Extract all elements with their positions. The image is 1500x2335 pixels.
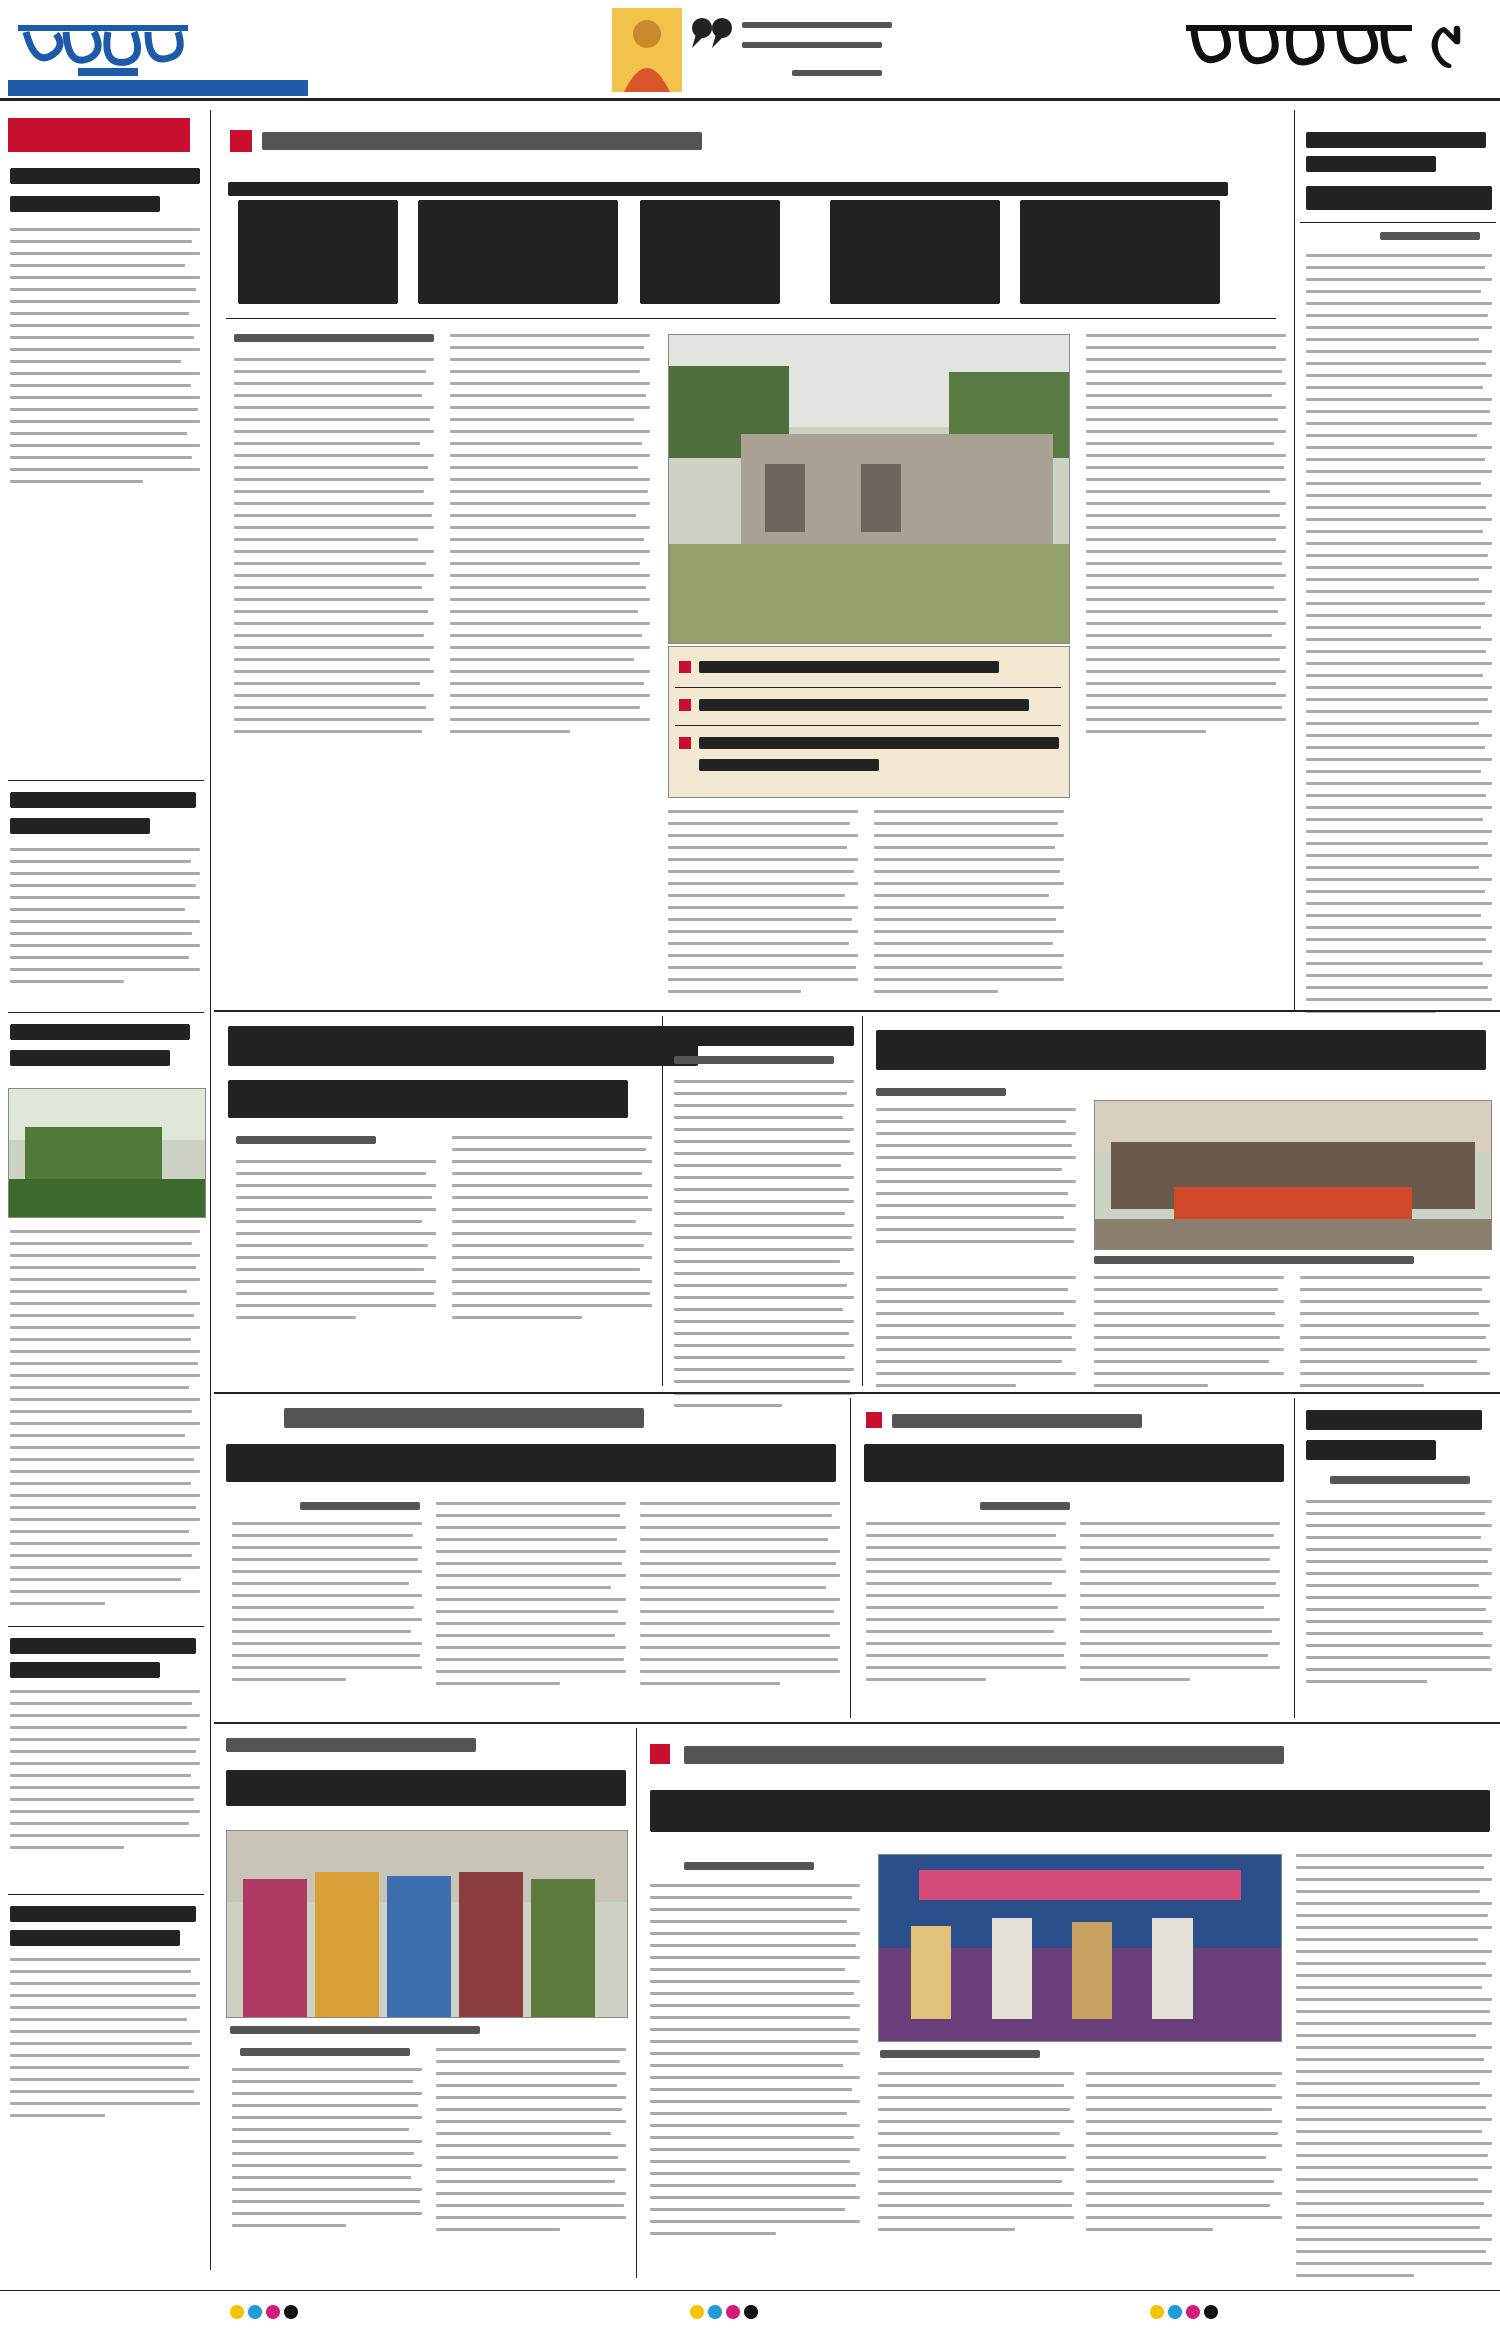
brief-headline: [10, 792, 196, 808]
brief-body: [10, 228, 200, 492]
meeting-photo: [1094, 1100, 1492, 1250]
buddha-portrait: [612, 8, 682, 92]
article-column: [436, 2048, 626, 2240]
page-number: ୯: [1430, 8, 1462, 83]
article-column: [232, 1522, 422, 1690]
brief-body: [10, 1690, 200, 1858]
district-name: [1180, 16, 1420, 80]
article-column: [874, 810, 1064, 1002]
dateline-bar: [8, 80, 308, 96]
janmashtami-kicker-marker: [650, 1744, 670, 1764]
article-column: [674, 1080, 854, 1416]
byline: [236, 1136, 376, 1144]
mid-day-meal-kicker: [892, 1414, 1142, 1428]
byline: [980, 1502, 1070, 1510]
janmashtami-headline: [650, 1790, 1490, 1832]
drug-free-headline: [876, 1030, 1486, 1070]
quote-icon: [690, 14, 734, 50]
article-column: [450, 334, 650, 742]
mid-day-meal-kicker-marker: [866, 1412, 882, 1428]
registration-marks: [150, 2304, 1350, 2324]
article-column: [1306, 254, 1492, 1022]
forest-photo: [8, 1088, 206, 1218]
attack-headline: [674, 1026, 854, 1046]
lead-kicker: [262, 132, 702, 150]
article-column: [1296, 1854, 1492, 2286]
atm-headline: [228, 1026, 698, 1066]
child-labour-headline: [226, 1444, 836, 1482]
photo-caption-box: [668, 646, 1070, 798]
child-labour-kicker: [284, 1408, 644, 1428]
article-column: [640, 1502, 840, 1694]
article-column: [1086, 2072, 1282, 2240]
headmaster-headline: [864, 1444, 1284, 1482]
article-column: [234, 358, 434, 742]
left-column-divider: [210, 110, 211, 2270]
brief-body: [10, 848, 200, 992]
article-column: [866, 1522, 1066, 1690]
footer-rule: [0, 2290, 1500, 2291]
article-column: [650, 1884, 860, 2244]
byline: [240, 2048, 410, 2056]
article-column: [232, 2068, 422, 2236]
brief-headline: [10, 168, 200, 184]
byline: [1330, 1476, 1470, 1484]
closed-mill-photo: [668, 334, 1070, 644]
byline: [674, 1056, 834, 1064]
lead-headline: [228, 182, 1228, 196]
briefs-header: [8, 118, 190, 152]
byline: [300, 1502, 420, 1510]
brief-body: [10, 1230, 200, 1614]
article-column: [436, 1502, 626, 1694]
article-column: [878, 2072, 1074, 2240]
article-column: [876, 1108, 1076, 1252]
article-column: [1094, 1276, 1284, 1396]
article-column: [452, 1136, 652, 1328]
byline: [684, 1862, 814, 1870]
article-column: [1086, 334, 1286, 742]
women-petition-photo: [226, 1830, 628, 2018]
festival-stage-photo: [878, 1854, 1282, 2042]
newspaper-logo: [8, 10, 198, 80]
masthead-divider: [0, 98, 1500, 101]
article-column: [1306, 1500, 1492, 1692]
article-column: [1080, 1522, 1280, 1690]
article-column: [1300, 1276, 1490, 1396]
quote-text: [742, 22, 892, 28]
right-headline: [1306, 186, 1492, 210]
petition-headline: [226, 1770, 626, 1806]
brief-headline: [10, 1906, 196, 1922]
article-column: [876, 1276, 1076, 1396]
lok-adalat-headline: [1306, 1410, 1482, 1430]
article-column: [236, 1160, 436, 1328]
lead-kicker-marker: [230, 130, 252, 152]
masthead: [0, 0, 1500, 100]
right-column-divider: [1294, 110, 1295, 1010]
quote-box: [612, 8, 900, 92]
right-kicker: [1306, 132, 1486, 148]
brief-headline: [10, 1638, 196, 1654]
photo-caption: [1094, 1256, 1414, 1264]
petition-kicker: [226, 1738, 476, 1752]
photo-caption: [230, 2026, 480, 2034]
photo-caption: [880, 2050, 1040, 2058]
janmashtami-kicker: [684, 1746, 1284, 1764]
article-column: [668, 810, 858, 1002]
byline: [234, 334, 434, 342]
brief-body: [10, 1958, 200, 2126]
byline: [876, 1088, 1006, 1096]
brief-headline: [10, 1024, 190, 1040]
byline: [1380, 232, 1480, 240]
